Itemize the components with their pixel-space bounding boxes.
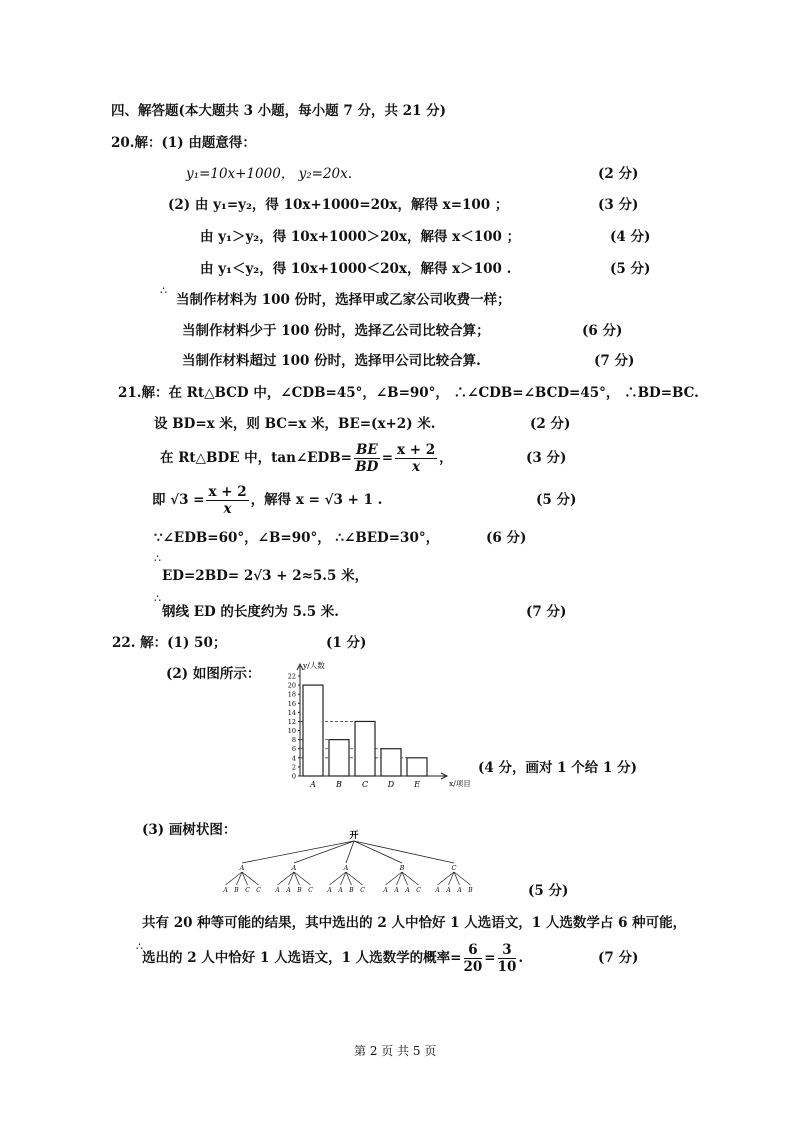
- equals-sign: =: [381, 450, 393, 466]
- fraction-denominator: BD: [355, 459, 379, 475]
- y-tick-label: 6: [291, 745, 296, 754]
- bar-D: [381, 749, 401, 776]
- q20-line6: 当制作材料少于 100 份时，选择乙公司比较合算；: [182, 323, 490, 339]
- fraction-denominator: 10: [497, 959, 517, 975]
- y-tick-label: 2: [291, 763, 296, 772]
- q20-line7: 当制作材料超过 100 份时，选择甲公司比较合算.: [182, 353, 481, 369]
- tree-branch: [294, 841, 354, 863]
- page-footer: 第 2 页 共 5 页: [354, 1044, 437, 1058]
- tree-node-level2: C: [360, 887, 365, 894]
- tree-node-level2: C: [308, 887, 313, 894]
- q21-line6: ED=2BD= 2√3 + 2≈5.5 米，: [162, 568, 369, 584]
- tree-branch: [354, 841, 454, 863]
- tree-node-level2: B: [297, 887, 302, 894]
- tree-node-level2: C: [256, 887, 261, 894]
- tree-branch: [354, 841, 402, 863]
- section-title: 四、解答题(本大题共 3 小题，每小题 7 分，共 21 分): [111, 103, 447, 119]
- q20-line5: 当制作材料为 100 份时，选择甲或乙家公司收费一样；: [176, 292, 511, 308]
- tree-node-level2: A: [457, 887, 462, 894]
- fraction-be-bd: [354, 442, 380, 475]
- q22-line5: [142, 938, 523, 978]
- q20-score1: (2 分): [598, 166, 639, 182]
- x-tick-label: D: [387, 780, 395, 789]
- tree-node-level2: B: [468, 887, 473, 894]
- q21-line5: ∵∠EDB=60°，∠B=90°， ∴∠BED=30°，: [154, 530, 440, 546]
- y-axis-label: y/人数: [303, 661, 325, 670]
- tree-node-level2: A: [275, 887, 280, 894]
- q21-line4-text: 即 √3 =: [152, 492, 205, 508]
- q21-score7: (7 分): [526, 604, 567, 620]
- fraction-denominator: x: [223, 501, 232, 517]
- fraction-numerator: x + 2: [397, 442, 436, 458]
- tree-branch: [346, 841, 354, 863]
- line-end: ，: [439, 450, 453, 466]
- y-tick-label: 0: [291, 772, 296, 781]
- q21-score2: (2 分): [530, 416, 571, 432]
- line-end: .: [518, 950, 524, 966]
- q22-line3: (3) 画树状图：: [142, 822, 237, 838]
- q21-score5: (6 分): [486, 530, 527, 546]
- y-tick-label: 10: [287, 727, 296, 736]
- x-tick-label: B: [336, 780, 342, 789]
- q20-score2: (3 分): [598, 197, 639, 213]
- x-tick-label: E: [414, 780, 420, 789]
- fraction-6-20: [464, 942, 483, 975]
- q22-line5-text: 选出的 2 人中恰好 1 人选语文，1 人选数学的概率=: [142, 950, 462, 966]
- q21-line4-solution: ，解得 x = √3 + 1 .: [250, 492, 383, 508]
- fraction-denominator: x: [412, 459, 421, 475]
- q20-score3: (4 分): [610, 229, 651, 245]
- therefore-mark: ∴: [136, 940, 143, 953]
- q20-line1: y₁=10x+1000， y₂=20x.: [186, 166, 353, 182]
- fraction-x2-x: [206, 484, 248, 517]
- q21-score3: (3 分): [526, 450, 567, 466]
- q22-score3: (5 分): [528, 883, 569, 899]
- bar-B: [329, 740, 349, 776]
- tree-node-level2: A: [394, 887, 399, 894]
- y-tick-label: 16: [287, 699, 296, 708]
- tree-node-level1: A: [291, 864, 297, 872]
- therefore-mark: ∴: [160, 284, 167, 297]
- tree-node-level2: C: [416, 887, 421, 894]
- y-tick-label: 12: [287, 717, 296, 726]
- fraction-numerator: 6: [464, 942, 483, 959]
- tree-node-level2: A: [405, 887, 410, 894]
- q20-line2: (2) 由 y₁=y₂，得 10x+1000=20x，解得 x=100 ；: [168, 197, 509, 213]
- q22-score1: (1 分): [326, 635, 367, 651]
- bar-A: [303, 685, 323, 776]
- q22-line2: (2) 如图所示：: [166, 666, 261, 682]
- fraction-numerator: x + 2: [208, 484, 247, 500]
- tree-node-level2: A: [338, 887, 343, 894]
- fraction-x2-x: [395, 442, 437, 475]
- q20-score6: (6 分): [582, 323, 623, 339]
- y-tick-label: 4: [291, 754, 296, 763]
- tree-node-level1: A: [343, 864, 349, 872]
- q20-score4: (5 分): [610, 261, 651, 277]
- fraction-numerator: BE: [355, 442, 378, 458]
- q21-line4: [152, 480, 382, 520]
- q21-line1: 21.解：在 Rt△BCD 中，∠CDB=45°，∠B=90°， ∴∠CDB=∠BCD=45°， ∴BD=BC.: [118, 385, 699, 401]
- tree-node-level2: C: [245, 887, 250, 894]
- tree-node-level2: A: [286, 887, 291, 894]
- tree-node-level2: A: [327, 887, 332, 894]
- q21-line7: 钢线 ED 的长度约为 5.5 米.: [162, 604, 339, 620]
- q22-score5: (7 分): [598, 950, 639, 966]
- q20-label: 20.解：(1) 由题意得：: [111, 135, 256, 151]
- q21-line3: [160, 438, 453, 478]
- tree-node-level1: C: [451, 864, 457, 872]
- tree-node-level2: A: [383, 887, 388, 894]
- y-tick-label: 20: [287, 681, 296, 690]
- y-tick-label: 18: [287, 690, 296, 699]
- fraction-numerator: 3: [498, 942, 517, 959]
- q20-line3: 由 y₁＞y₂，得 10x+1000＞20x，解得 x＜100 ；: [200, 229, 521, 245]
- q21-line3-text: 在 Rt△BDE 中，tan∠EDB=: [160, 450, 352, 466]
- fraction-denominator: 20: [463, 959, 483, 975]
- fraction-3-10: [498, 942, 517, 975]
- q20-score7: (7 分): [594, 353, 635, 369]
- q22-line1: 22. 解：(1) 50；: [112, 635, 227, 651]
- equals-sign: =: [484, 950, 496, 966]
- tree-node-level2: A: [446, 887, 451, 894]
- q21-line2: 设 BD=x 米，则 BC=x 米，BE=(x+2) 米.: [154, 416, 436, 432]
- y-tick-label: 14: [287, 708, 296, 717]
- bar-chart: [278, 658, 478, 794]
- tree-node-level2: A: [223, 887, 228, 894]
- tree-root: 开: [349, 831, 359, 841]
- x-axis-label: x/项目: [449, 779, 471, 788]
- q22-line4: 共有 20 种等可能的结果，其中选出的 2 人中恰好 1 人选语文，1 人选数学占 6 种可能，: [142, 915, 687, 931]
- q22-score2: (4 分，画对 1 个给 1 分): [478, 760, 637, 776]
- q21-score4: (5 分): [536, 492, 577, 508]
- tree-node-level2: B: [234, 887, 239, 894]
- tree-branch: [242, 841, 354, 863]
- tree-node-level1: B: [399, 864, 405, 872]
- therefore-mark: ∴: [154, 592, 161, 605]
- tree-node-level1: A: [239, 864, 245, 872]
- y-tick-label: 8: [291, 736, 296, 745]
- tree-node-level2: A: [435, 887, 440, 894]
- tree-node-level2: B: [349, 887, 354, 894]
- x-tick-label: A: [310, 780, 316, 789]
- y-tick-label: 22: [287, 672, 296, 681]
- q20-line4: 由 y₁＜y₂，得 10x+1000＜20x，解得 x＞100 .: [200, 261, 512, 277]
- bar-C: [355, 721, 375, 776]
- therefore-mark: ∴: [154, 552, 161, 565]
- x-tick-label: C: [361, 780, 369, 789]
- tree-diagram: [214, 828, 504, 900]
- bar-E: [407, 758, 427, 776]
